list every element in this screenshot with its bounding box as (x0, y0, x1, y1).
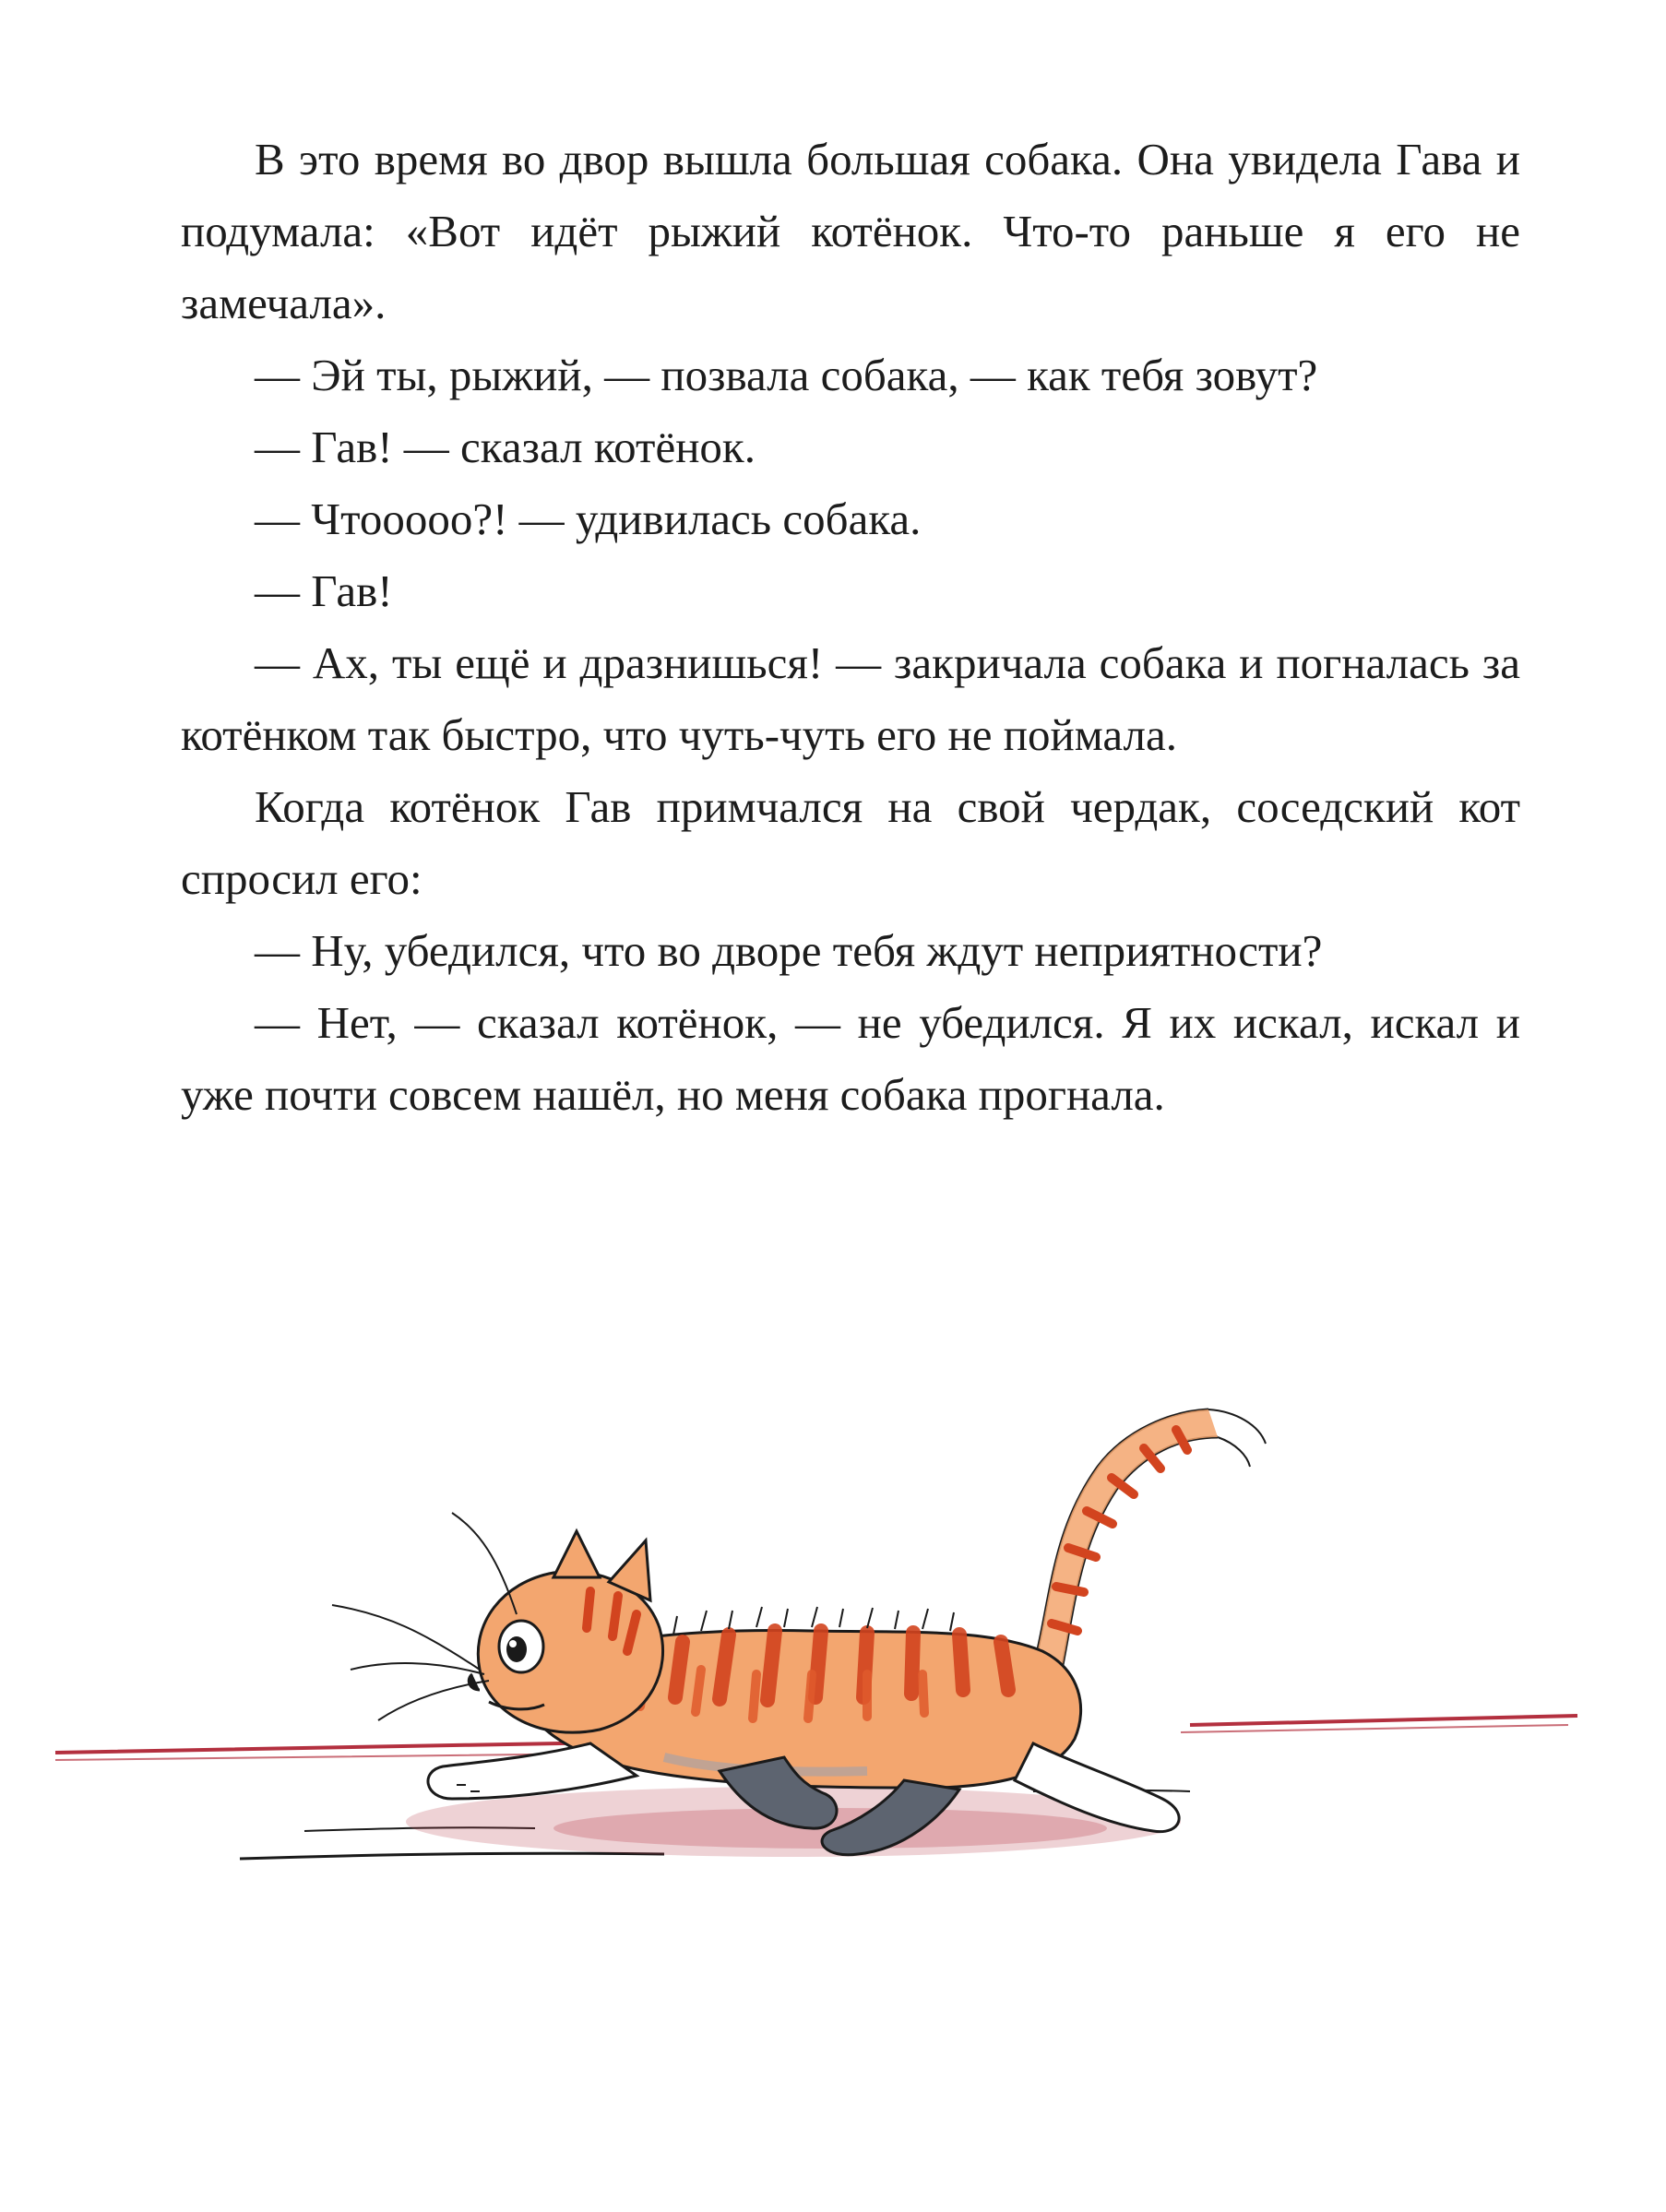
kitten-tail (1033, 1409, 1266, 1674)
story-text (181, 124, 1520, 1131)
paragraph-kitten-explains: — Нет, — сказал котёнок, — не убедился. Я их искал, искал и уже почти совсем нашёл, но меня собака прогнала. (181, 997, 1520, 1120)
paragraph-kitten-repeats: — Гав! (255, 565, 393, 616)
paragraph-attic-return: Когда котёнок Гав примчался на свой чердак, соседский кот спросил его: (181, 781, 1520, 904)
kitten-head (332, 1513, 663, 1732)
paragraph-dog-calls: — Эй ты, рыжий, — позвала собака, — как тебя зовут? (255, 350, 1318, 400)
running-striped-kitten-icon (0, 1393, 1666, 1992)
paragraph-neighbor-asks: — Ну, убедился, что во дворе тебя ждут неприятности? (255, 925, 1323, 976)
paragraph-dog-surprised: — Чтооооо?! — удивилась собака. (255, 494, 922, 544)
paragraph-kitten-answers: — Гав! — сказал котёнок. (255, 422, 756, 472)
paragraph-dog-chases: — Ах, ты ещё и дразнишься! — закричала собака и погналась за котёнком так быстро, что чуть-чуть его не поймала. (181, 637, 1520, 760)
paragraph-dog-sees-kitten: В это время во двор вышла большая собака. Она увидела Гава и подумала: «Вот идёт рыжий котёнок. Что-то раньше я его не замечала». (181, 134, 1520, 328)
